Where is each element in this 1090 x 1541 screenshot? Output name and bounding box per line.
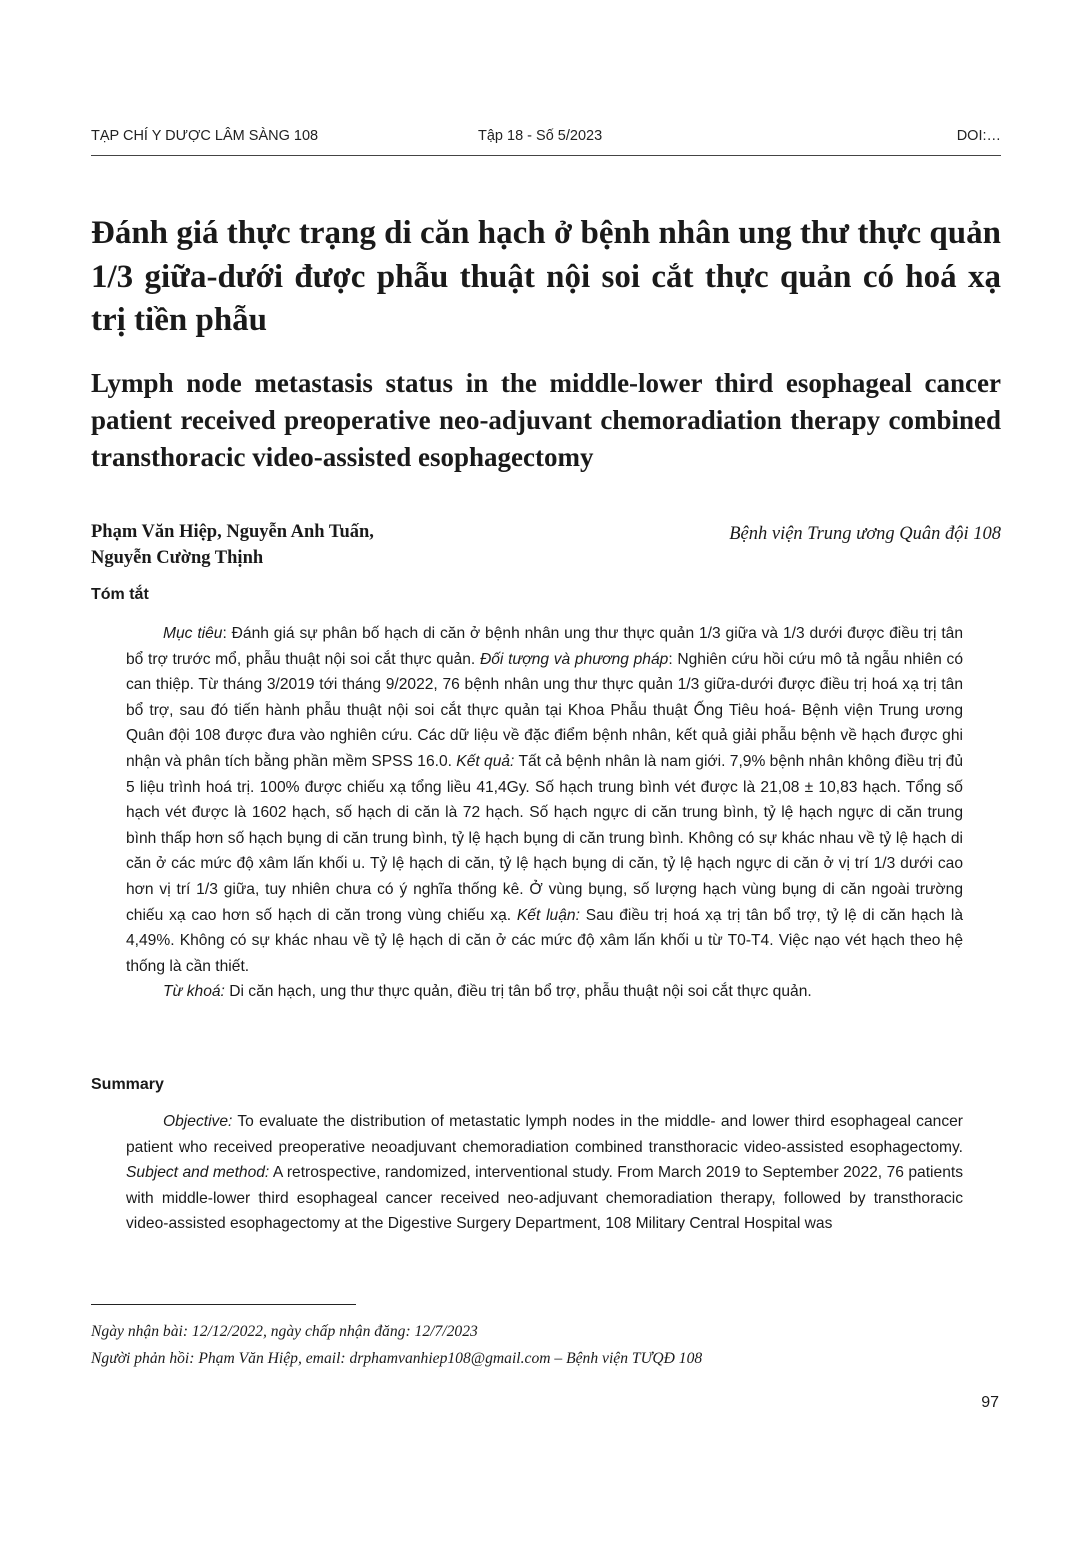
keywords-text: Di căn hạch, ung thư thực quản, điều trị tân bổ trợ, phẫu thuật nội soi cắt thực quản. [224,983,812,1001]
method-text-en: A retrospective, randomized, interventional study. From March 2019 to September 2022, 76 patients with middle-lower third esophageal cancer received neo-adjuvant chemoradiation therapy, followed by transthoracic video-assisted esophagectomy at the Digestive Surgery Department, 108 Military Central Hospital was [126,1164,963,1233]
journal-name: TẠP CHÍ Y DƯỢC LÂM SÀNG 108 [91,128,319,144]
author-affiliation: Bệnh viện Trung ương Quân đội 108 [729,524,1001,544]
keywords-vi [126,979,963,1005]
title-english: Lymph node metastasis status in the middle-lower third esophageal cancer patient received preoperative neo-adjuvant chemoradiation therapy combined transthoracic video-assisted esophagectomy [91,368,1001,472]
abstract-vietnamese [126,621,963,1005]
header-divider [91,155,1001,156]
abstract-vi-body [126,621,963,979]
issue-info: Tập 18 - Số 5/2023 [478,128,603,144]
author-line-2: Nguyễn Cường Thịnh [91,548,264,568]
conclusion-label: Kết luận: [516,906,580,924]
title-vietnamese: Đánh giá thực trạng di căn hạch ở bệnh nhân ung thư thực quản 1/3 giữa-dưới được phẫu thuật nội soi cắt thực quản có hoá xạ trị tiền phẫu [91,215,1001,338]
method-label: Đối tượng và phương pháp [479,650,669,668]
abstract-en-heading: Summary [91,1076,164,1093]
result-text: Tất cả bệnh nhân là nam giới. 7,9% bệnh nhân không điều trị đủ 5 liệu trình hoá trị. 100% được chiếu xạ tổng liều 41,4Gy. Số hạch trung bình vét được là 21,08 ± 10,83 hạch. Tổng số hạch vét được là 1602 hạch, số hạch di căn là 72 hạch. Số hạch ngực di căn trung bình, tỷ lệ hạch ngực di căn trung bình thấp hơn số hạch bụng di căn trung bình, tỷ lệ hạch bụng di căn trung bình. Không có sự khác nhau về tỷ lệ hạch di căn ở các mức độ xâm lấn khối u. Tỷ lệ hạch di căn, tỷ lệ hạch bụng di căn, tỷ lệ hạch ngực di căn ở vị trí 1/3 dưới cao hơn vị trí 1/3 giữa, tuy nhiên chưa có ý nghĩa thống kê. Ở vùng bụng, số lượng hạch vùng bụng di căn ngoài trường chiếu xạ cao hơn số hạch di căn trong vùng chiếu xạ. [126,752,964,924]
abstract-en-body [126,1109,963,1237]
doi-label: DOI:… [956,128,1001,144]
running-header [91,128,1001,152]
conclusion-text: Sau điều trị hoá xạ trị tân bổ trợ, tỷ lệ di căn hạch là 4,49%. Không có sự khác nhau về tỷ lệ hạch di căn ở các mức độ xâm lấn khối u từ T0-T4. Việc nạo vét hạch theo hệ thống là cần thiết. [126,906,963,975]
abstract-vi-heading: Tóm tắt [91,586,149,603]
footnote-correspondence: Người phản hồi: Phạm Văn Hiệp, email: drphamvanhiep108@gmail.com – Bệnh viện TƯQĐ 108 [91,1350,703,1367]
objective-label: Mục tiêu [163,625,223,642]
author-list [91,519,531,571]
result-label: Kết quả: [456,752,515,770]
footnote-divider [91,1304,356,1305]
abstract-english [126,1109,963,1237]
objective-label-en: Objective: [163,1113,233,1130]
footnotes [91,1318,1001,1372]
objective-text-en: To evaluate the distribution of metastatic lymph nodes in the middle- and lower third esophageal cancer patient who received preoperative neoadjuvant chemoradiation combined transthoracic video-assisted esophagectomy. [126,1113,963,1156]
objective-text: : Đánh giá sự phân bố hạch di căn ở bệnh nhân ung thư thực quản 1/3 giữa và 1/3 dưới được điều trị tân bổ trợ trước mổ, phẫu thuật nội soi cắt thực quản. [126,625,964,668]
method-text: : Nghiên cứu hồi cứu mô tả ngẫu nhiên có can thiệp. Từ tháng 3/2019 tới tháng 9/2022, 76 bệnh nhân ung thư thực quản 1/3 giữa-dưới được điều trị hoá xạ trị tân bổ trợ, sau đó tiến hành phẫu thuật nội soi cắt thực quản tại Khoa Phẫu thuật Ống Tiêu hoá- Bệnh viện Trung ương Quân đội 108 được đưa vào nghiên cứu. Các dữ liệu về đặc điểm bệnh nhân, kết quả giải phẫu bệnh về hạch được ghi nhận và phân tích bằng phần mềm SPSS 16.0. [126,650,963,770]
method-label-en: Subject and method: [126,1164,270,1182]
author-line-1: Phạm Văn Hiệp, Nguyễn Anh Tuấn, [91,522,374,542]
keywords-label: Từ khoá: [163,983,225,1001]
footnote-received: Ngày nhận bài: 12/12/2022, ngày chấp nhận đăng: 12/7/2023 [91,1323,478,1340]
page-number: 97 [981,1394,999,1411]
